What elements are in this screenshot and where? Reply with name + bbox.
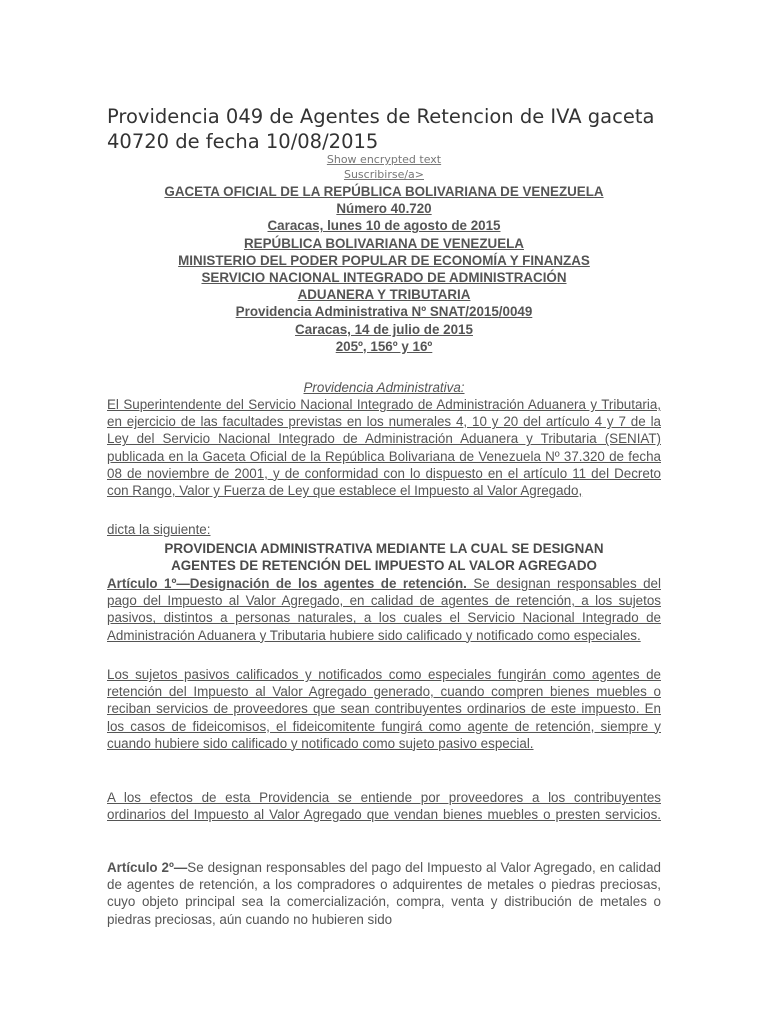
preamble-paragraph: El Superintendente del Servicio Nacional Integrado de Administración Aduanera y Tributaria, en ejercicio de las facultades previstas en los numerales 4, 10 y 20 del artículo 4 y 7 de la Ley del Servicio Nacional Integrado de Administración Aduanera y Tributaria (SENIAT) publicada en la Gaceta Oficial de la República Bolivariana de Venezuela Nº 37.320 de fecha 08 de noviembre de 2001, y de conformidad con lo dispuesto en el artículo 11 del Decreto con Rango, Valor y Fuerza de Ley que establece el Impuesto al Valor Agregado, — [107, 397, 661, 499]
articulo-2-label: Artículo 2º— — [107, 860, 188, 875]
articulo-1-paragraph-2: Los sujetos pasivos calificados y notificados como especiales fungirán como agentes de retención del Impuesto al Valor Agregado generado, cuando compren bienes muebles o reciban servicios de proveedores que sean contribuyentes ordinarios de este impuesto. En los casos de fideicomisos, el fideicomitente fungirá como agente de retención, siempre y cuando hubiere sido calificado y notificado como sujeto pasivo especial. — [107, 667, 661, 751]
providencia-label: Providencia Administrativa: — [303, 380, 465, 395]
articulo-1-text: Se designan responsables del pago del Impuesto al Valor Agregado, en calidad de agentes de retención, a los sujetos pasivos, distintos a personas naturales, a los cuales el Servicio Nacional Integrado de Administración Aduanera y Tributaria hubiere sido calificado y notificado como especiales. — [107, 576, 661, 643]
dicta-line: dicta la siguiente: — [107, 522, 211, 537]
main-heading — [107, 540, 661, 574]
header-line-republica: REPÚBLICA BOLIVARIANA DE VENEZUELA — [244, 235, 524, 251]
show-encrypted-text-link[interactable]: Show encrypted text — [326, 153, 442, 166]
header-line-servicio: SERVICIO NACIONAL INTEGRADO DE ADMINISTRACIÓN — [201, 270, 567, 286]
header-line-ministerio: MINISTERIO DEL PODER POPULAR DE ECONOMÍA Y FINANZAS — [178, 252, 590, 268]
header-line-gaceta: GACETA OFICIAL DE LA REPÚBLICA BOLIVARIANA DE VENEZUELA — [164, 184, 604, 199]
gazette-header — [107, 183, 661, 355]
heading-line-1: PROVIDENCIA ADMINISTRATIVA MEDIANTE LA CUAL SE DESIGNAN — [164, 541, 604, 556]
page-title: Providencia 049 de Agentes de Retencion de IVA gaceta 40720 de fecha 10/08/2015 — [107, 105, 655, 153]
header-line-caracas-fecha: Caracas, 14 de julio de 2015 — [295, 321, 473, 337]
articulo-1-label: Artículo 1º—Designación de los agentes de retención. — [107, 576, 467, 591]
header-line-providencia-numero: Providencia Administrativa Nº SNAT/2015/0049 — [235, 304, 533, 320]
header-line-fecha: Caracas, lunes 10 de agosto de 2015 — [267, 218, 501, 234]
heading-line-2: AGENTES DE RETENCIÓN DEL IMPUESTO AL VALOR AGREGADO — [171, 558, 597, 574]
articulo-2-paragraph — [107, 859, 661, 928]
header-line-aduanera: ADUANERA Y TRIBUTARIA — [297, 287, 471, 303]
subscribe-link[interactable]: Suscribirse/a> — [343, 168, 425, 181]
articulo-1-paragraph — [107, 575, 661, 644]
header-line-numero: Número 40.720 — [336, 201, 432, 217]
articulo-1-paragraph-3: A los efectos de esta Providencia se entiende por proveedores a los contribuyentes ordinarios del Impuesto al Valor Agregado que vendan bienes muebles o presten servicios. — [107, 790, 661, 823]
header-line-anos: 205º, 156º y 16º — [335, 338, 433, 354]
articulo-2-text: Se designan responsables del pago del Impuesto al Valor Agregado, en calidad de agentes de retención, a los compradores o adquirentes de metales o piedras preciosas, cuyo objeto principal sea la comercialización, compra, venta y distribución de metales o piedras preciosas, aún cuando no hubieren sido — [107, 860, 661, 927]
